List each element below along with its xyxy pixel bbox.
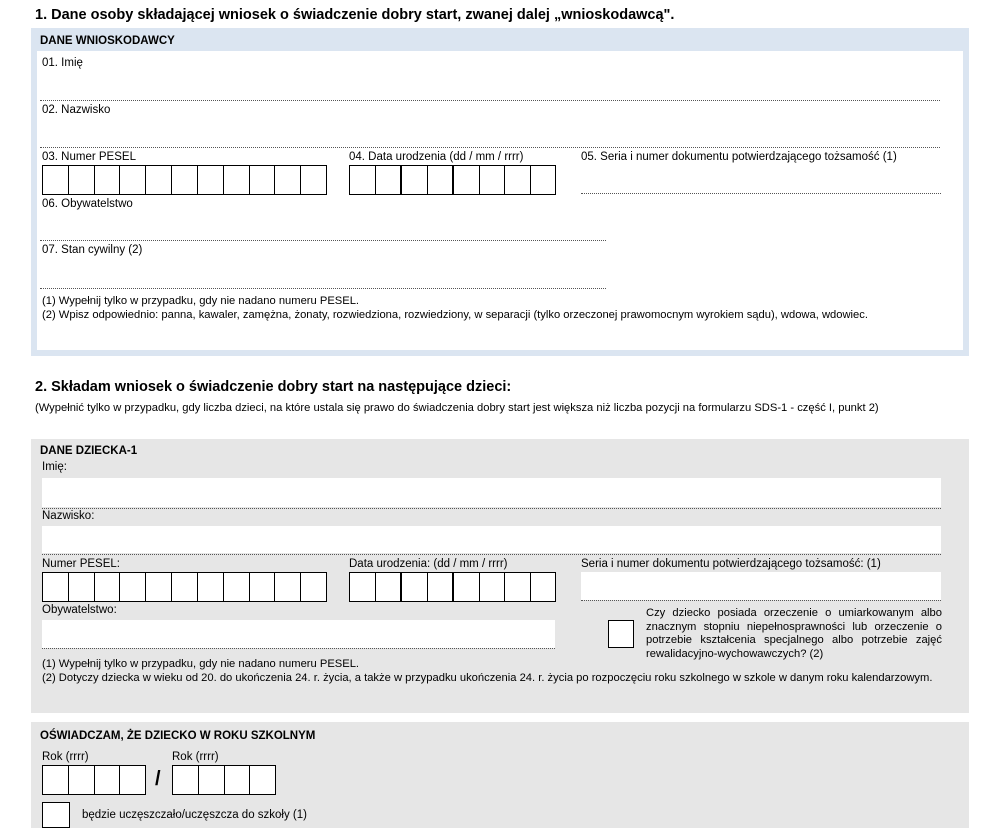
first-name-field[interactable]	[40, 100, 940, 101]
child-first-name-dots	[42, 508, 941, 509]
child-first-name-input[interactable]	[42, 478, 941, 507]
label-child-last-name: Nazwisko:	[42, 510, 95, 522]
label-id-document: 05. Seria i numer dokumentu potwierdzającego tożsamość (1)	[581, 151, 897, 163]
applicant-footnote-2: (2) Wpisz odpowiednio: panna, kawaler, zamężna, żonaty, rozwiedziona, rozwiedziony, w separacji (tylko orzeczonej prawomocnym wyrokiem sądu), wdowa, wdowiec.	[42, 309, 868, 321]
label-year-end: Rok (rrrr)	[172, 751, 219, 763]
label-pesel: 03. Numer PESEL	[42, 151, 136, 163]
label-child-first-name: Imię:	[42, 461, 67, 473]
label-citizenship: 06. Obywatelstwo	[42, 198, 133, 210]
marital-status-field[interactable]	[40, 288, 606, 289]
child-pesel-boxes[interactable]	[42, 572, 327, 602]
child-citizenship-dots	[42, 648, 555, 649]
last-name-field[interactable]	[40, 147, 940, 148]
section2-subheading: (Wypełnić tylko w przypadku, gdy liczba dzieci, na które ustala się prawo do świadczenia dobry start jest większa niż liczba pozycji na formularzu SDS-1 - część I, punkt 2)	[35, 402, 879, 414]
id-document-field[interactable]	[581, 193, 941, 194]
child-box-title: DANE DZIECKA-1	[40, 445, 138, 457]
child-footnote-2: (2) Dotyczy dziecka w wieku od 20. do ukończenia 24. r. życia, a także w przypadku ukończenia 24. r. życia po rozpoczęciu roku szkolnego w szkole w danym roku kalendarzowym.	[42, 672, 933, 684]
label-child-citizenship: Obywatelstwo:	[42, 604, 117, 616]
year-end-boxes[interactable]	[172, 765, 276, 795]
label-marital-status: 07. Stan cywilny (2)	[42, 244, 143, 256]
child-id-document-input[interactable]	[581, 572, 941, 600]
child-last-name-input[interactable]	[42, 526, 941, 553]
child-birth-date-boxes[interactable]	[349, 572, 556, 602]
applicant-box-title: DANE WNIOSKODAWCY	[40, 35, 175, 47]
child-footnote-1: (1) Wypełnij tylko w przypadku, gdy nie nadano numeru PESEL.	[42, 658, 360, 670]
label-birth-date: 04. Data urodzenia (dd / mm / rrrr)	[349, 151, 524, 163]
label-year-start: Rok (rrrr)	[42, 751, 89, 763]
label-child-pesel: Numer PESEL:	[42, 558, 120, 570]
disability-checkbox[interactable]	[608, 620, 634, 648]
attends-school-label: będzie uczęszczało/uczęszcza do szkoły (1)	[82, 809, 307, 821]
child-last-name-dots	[42, 554, 941, 555]
label-first-name: 01. Imię	[42, 57, 83, 69]
citizenship-field[interactable]	[40, 240, 606, 241]
section2-heading: 2. Składam wniosek o świadczenie dobry start na następujące dzieci:	[35, 379, 512, 395]
applicant-footnote-1: (1) Wypełnij tylko w przypadku, gdy nie nadano numeru PESEL.	[42, 295, 360, 307]
label-last-name: 02. Nazwisko	[42, 104, 111, 116]
birth-date-boxes[interactable]	[349, 165, 556, 195]
school-year-title: OŚWIADCZAM, ŻE DZIECKO W ROKU SZKOLNYM	[40, 730, 316, 742]
attends-school-checkbox[interactable]	[42, 802, 70, 828]
label-child-id-document: Seria i numer dokumentu potwierdzającego tożsamość: (1)	[581, 558, 881, 570]
section1-heading: 1. Dane osoby składającej wniosek o świadczenie dobry start, zwanej dalej „wnioskodawcą".	[35, 7, 675, 23]
label-child-birth-date: Data urodzenia: (dd / mm / rrrr)	[349, 558, 508, 570]
disability-question: Czy dziecko posiada orzeczenie o umiarkowanym albo znacznym stopniu niepełnosprawności lub orzeczenie o potrzebie kształcenia specjalnego albo potrzebie zajęć rewalidacyjno-wychowawczych? (2)	[646, 607, 942, 660]
year-start-boxes[interactable]	[42, 765, 146, 795]
pesel-boxes[interactable]	[42, 165, 327, 195]
year-separator: /	[155, 768, 161, 790]
child-citizenship-input[interactable]	[42, 620, 555, 648]
child-id-document-dots	[581, 600, 941, 601]
